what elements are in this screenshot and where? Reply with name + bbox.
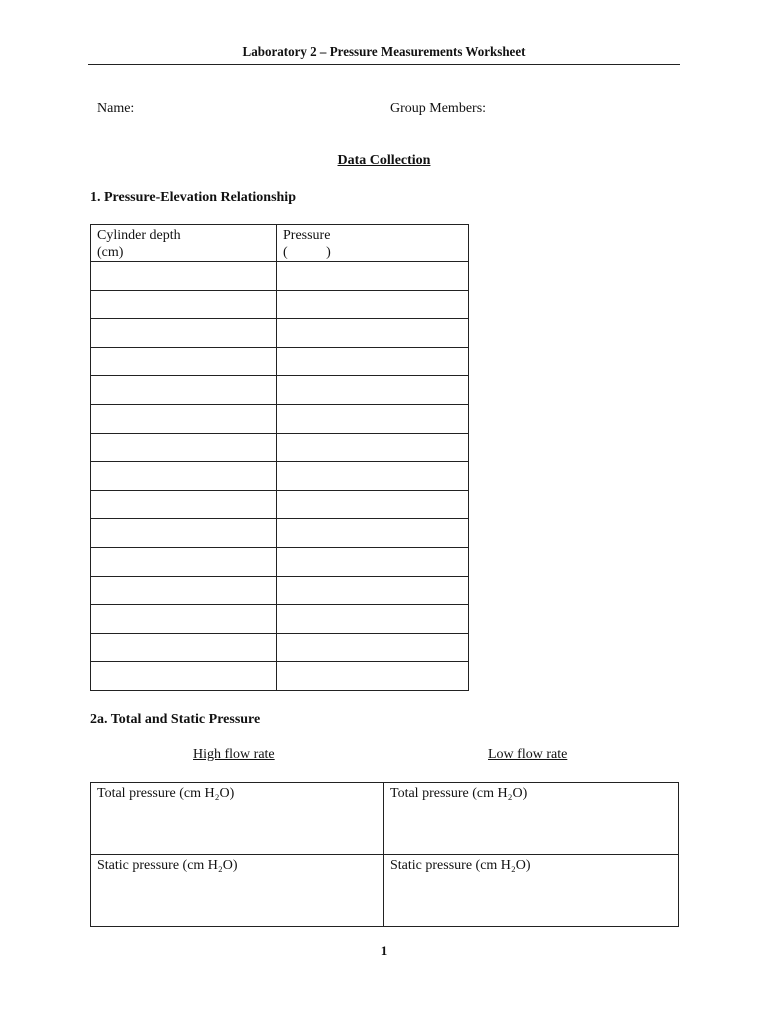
cell-label: Static pressure (cm H₂O)	[390, 858, 531, 873]
heading-total-static-pressure: 2a. Total and Static Pressure	[90, 712, 261, 727]
high-flow-rate-label: High flow rate	[193, 747, 275, 762]
depth-entry-cell	[91, 376, 277, 405]
pressure-entry-cell	[277, 433, 469, 462]
total-static-pressure-table	[90, 782, 679, 927]
section-title	[0, 153, 768, 169]
depth-entry-cell	[91, 433, 277, 462]
pressure-entry-cell	[277, 576, 469, 605]
total-pressure-high-cell	[91, 783, 384, 855]
pressure-entry-cell	[277, 462, 469, 491]
pressure-entry-cell	[277, 262, 469, 291]
depth-entry-cell	[91, 347, 277, 376]
pressure-entry-cell	[277, 490, 469, 519]
pressure-entry-cell	[277, 662, 469, 691]
pressure-entry-cell	[277, 290, 469, 319]
cell-label: Static pressure (cm H₂O)	[97, 858, 238, 873]
depth-entry-cell	[91, 519, 277, 548]
static-pressure-row	[91, 855, 679, 927]
depth-entry-cell	[91, 633, 277, 662]
static-pressure-low-cell	[384, 855, 679, 927]
low-flow-rate-label: Low flow rate	[488, 747, 568, 762]
pressure-entry-cell	[277, 605, 469, 634]
header-cell-pressure	[277, 225, 469, 262]
table-row	[91, 462, 469, 491]
heading-pressure-elevation: 1. Pressure-Elevation Relationship	[90, 190, 296, 205]
pressure-entry-cell	[277, 347, 469, 376]
table-row	[91, 662, 469, 691]
table-row	[91, 576, 469, 605]
pressure-entry-cell	[277, 376, 469, 405]
cell-label: Total pressure (cm H₂O)	[97, 786, 235, 801]
table-row	[91, 605, 469, 634]
page-header: Laboratory 2 – Pressure Measurements Worksheet	[242, 45, 526, 60]
total-pressure-low-cell	[384, 783, 679, 855]
depth-entry-cell	[91, 319, 277, 348]
header-depth-line2: (cm)	[97, 245, 124, 260]
pressure-elevation-table-body	[91, 225, 469, 691]
static-pressure-high-cell	[91, 855, 384, 927]
pressure-entry-cell	[277, 519, 469, 548]
header-pressure-line2: ( )	[283, 245, 331, 260]
group-members-label: Group Members:	[390, 101, 487, 116]
cell-label: Total pressure (cm H₂O)	[390, 786, 528, 801]
table-row	[91, 262, 469, 291]
depth-entry-cell	[91, 404, 277, 433]
section-title-text: Data Collection	[337, 153, 431, 168]
pressure-entry-cell	[277, 547, 469, 576]
depth-entry-cell	[91, 490, 277, 519]
table-row	[91, 347, 469, 376]
pressure-entry-cell	[277, 319, 469, 348]
table-header-row	[91, 225, 469, 262]
depth-entry-cell	[91, 605, 277, 634]
table-row	[91, 290, 469, 319]
pressure-elevation-table	[90, 224, 469, 691]
table-row	[91, 319, 469, 348]
pressure-entry-cell	[277, 633, 469, 662]
table-row	[91, 376, 469, 405]
name-label: Name:	[97, 101, 135, 116]
depth-entry-cell	[91, 262, 277, 291]
header-pressure-line1: Pressure	[283, 228, 331, 243]
table-row	[91, 433, 469, 462]
pressure-entry-cell	[277, 404, 469, 433]
depth-entry-cell	[91, 662, 277, 691]
header-depth-line1: Cylinder depth	[97, 228, 181, 243]
page-number: 1	[380, 943, 388, 958]
depth-entry-cell	[91, 290, 277, 319]
total-pressure-row	[91, 783, 679, 855]
table-row	[91, 519, 469, 548]
header-cell-depth	[91, 225, 277, 262]
header-rule	[88, 64, 680, 65]
table-row	[91, 404, 469, 433]
depth-entry-cell	[91, 576, 277, 605]
depth-entry-cell	[91, 462, 277, 491]
table-row	[91, 490, 469, 519]
table-row	[91, 633, 469, 662]
depth-entry-cell	[91, 547, 277, 576]
table-row	[91, 547, 469, 576]
